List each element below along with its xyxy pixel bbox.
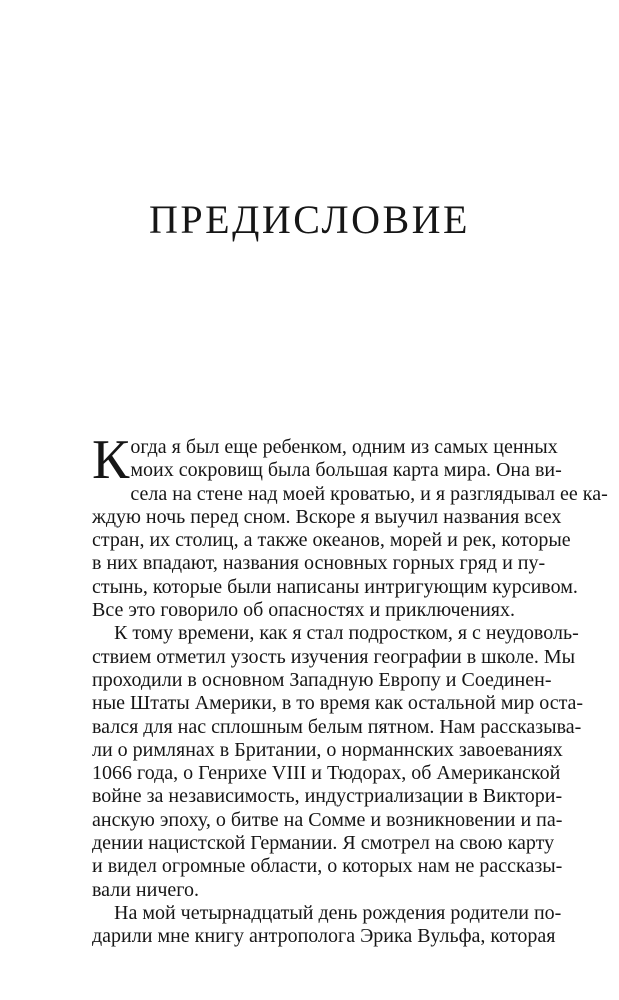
paragraph-1 — [92, 429, 608, 622]
text-line: На мой четырнадцатый день рождения родители по- — [114, 901, 562, 924]
text-line: Все это говорило об опасностях и приключениях. — [92, 599, 516, 622]
text-line: в них впадают, названия основных горных гряд и пу- — [92, 552, 546, 575]
text-line: дарили мне книгу антрополога Эрика Вульфа, которая — [92, 925, 556, 948]
paragraph-3 — [92, 901, 562, 949]
text-line: 1066 года, о Генрихе VIII и Тюдорах, об Американской — [92, 762, 561, 785]
text-line: ствием отметил узость изучения географии в школе. Мы — [92, 645, 576, 668]
text-line: анскую эпоху, о битве на Сомме и возникновении и па- — [92, 808, 563, 831]
text-line: стран, их столиц, а также океанов, морей и рек, которые — [92, 529, 571, 552]
drop-cap: К — [92, 429, 130, 491]
text-line: стынь, которые были написаны интригующим курсивом. — [92, 575, 578, 598]
text-line: дении нацистской Германии. Я смотрел на свою карту — [92, 832, 555, 855]
text-line: села на стене над моей кроватью, и я разглядывал ее ка- — [130, 482, 608, 505]
text-line: и видел огромные области, о которых нам не рассказы- — [92, 855, 563, 878]
text-line: вался для нас сплошным белым пятном. Нам рассказыва- — [92, 715, 582, 738]
paragraph-2 — [92, 622, 584, 902]
text-line: моих сокровищ была большая карта мира. Она ви- — [130, 459, 562, 482]
text-line: ли о римлянах в Британии, о норманнских завоеваниях — [92, 738, 563, 761]
text-line: ждую ночь перед сном. Вскоре я выучил названия всех — [92, 505, 562, 528]
body-text — [92, 429, 608, 949]
text-line: проходили в основном Западную Европу и Соединен- — [92, 668, 552, 691]
text-line: вали ничего. — [92, 878, 199, 901]
text-line: К тому времени, как я стал подростком, я с неудоволь- — [114, 622, 579, 645]
text-line: ные Штаты Америки, в то время как остальной мир оста- — [92, 692, 584, 715]
chapter-title: ПРЕДИСЛОВИЕ — [149, 197, 470, 242]
text-line: огда я был еще ребенком, одним из самых ценных — [130, 436, 558, 458]
text-line: войне за независимость, индустриализации в Виктори- — [92, 785, 563, 808]
